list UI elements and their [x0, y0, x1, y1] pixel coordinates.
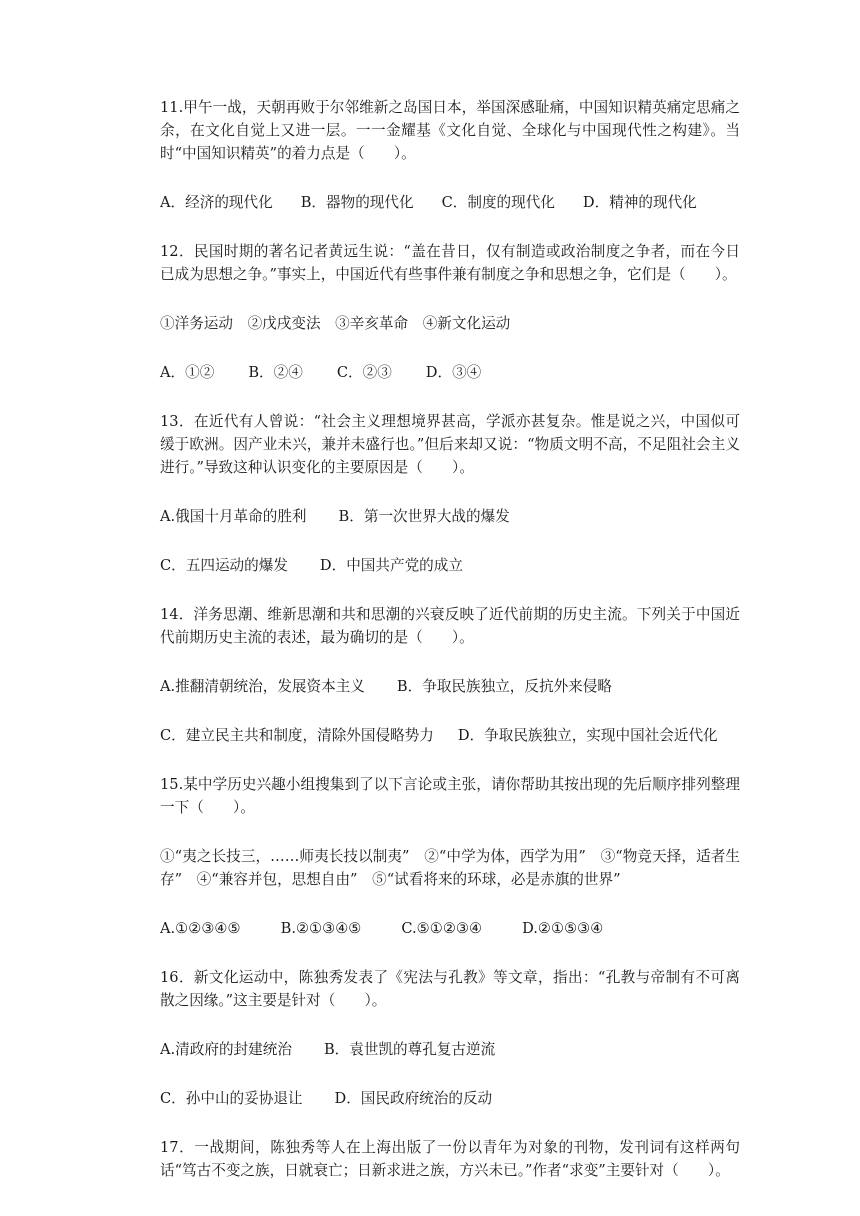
option-b: B．争取民族独立，反抗外来侵略 — [396, 678, 612, 695]
option-c: C．制度的现代化 — [441, 194, 555, 211]
option-a: A.推翻清朝统治，发展资本主义 — [160, 678, 365, 695]
question-16-options-row2 — [160, 1087, 740, 1110]
option-a: A.清政府的封建统治 — [160, 1041, 292, 1058]
option-c: C．②③ — [336, 364, 392, 381]
option-c: C.⑤①②③④ — [401, 920, 483, 937]
option-d: D．中国共产党的成立 — [319, 557, 463, 574]
option-d: D．争取民族独立，实现中国社会近代化 — [457, 727, 718, 744]
question-17-stem: 17．一战期间，陈独秀等人在上海出版了一份以青年为对象的刊物，发刊词有这样两句话“笃古不变之族，日就衰亡；日新求进之族，方兴未已。”作者“求变”主要针对（ ）。 — [160, 1139, 740, 1179]
option-b: B．②④ — [248, 364, 303, 381]
option-d: D.②①⑤③④ — [522, 920, 604, 937]
question-14-stem: 14．洋务思潮、维新思潮和共和思潮的兴衰反映了近代前期的历史主流。下列关于中国近代前期历史主流的表述，最为确切的是（ ）。 — [160, 606, 740, 646]
question-11-stem: 11.甲午一战，天朝再败于尔邻维新之岛国日本，举国深感耻痛，中国知识精英痛定思痛之余，在文化自觉上又进一层。一一金耀基《文化自觉、全球化与中国现代性之构建》。当时“中国知识精英”的着力点是（ ）。 — [160, 99, 740, 162]
option-b: B.②①③④⑤ — [280, 920, 362, 937]
exam-page — [160, 96, 740, 1182]
question-13-options-row2 — [160, 554, 740, 577]
option-c: C．五四运动的爆发 — [160, 557, 288, 574]
question-13-stem: 13．在近代有人曾说：“社会主义理想境界甚高，学派亦甚复杂。惟是说之兴，中国似可缓于欧洲。因产业未兴，兼并未盛行也。”但后来却又说：“物质文明不高，不足阻社会主义进行。”导致这种认识变化的主要原因是（ ）。 — [160, 413, 740, 476]
question-15-stem: 15.某中学历史兴趣小组搜集到了以下言论或主张，请你帮助其按出现的先后顺序排列整理一下（ ）。 — [160, 776, 740, 816]
question-12-stem: 12．民国时期的著名记者黄远生说：“盖在昔日，仅有制造或政治制度之争者，而在今日已成为思想之争。”事实上，中国近代有些事件兼有制度之争和思想之争，它们是（ ）。 — [160, 243, 740, 283]
question-15-items: ①“夷之长技三，……师夷长技以制夷” ②“中学为体，西学为用” ③“物竞天择，适者生存” ④“兼容并包，思想自由” ⑤“试看将来的环球，必是赤旗的世界” — [160, 848, 740, 888]
option-b: B．袁世凯的尊孔复古逆流 — [323, 1041, 496, 1058]
option-a: A.俄国十月革命的胜利 — [160, 508, 307, 525]
option-c: C．孙中山的妥协退让 — [160, 1090, 303, 1107]
option-b: B．器物的现代化 — [300, 194, 414, 211]
question-16-options-row1 — [160, 1038, 740, 1061]
option-c: C．建立民主共和制度，清除外国侵略势力 — [160, 727, 434, 744]
option-a: A．①② — [160, 364, 215, 381]
question-12-options — [160, 361, 740, 384]
question-14-options-row2 — [160, 724, 740, 747]
option-a: A.①②③④⑤ — [160, 920, 241, 937]
question-14-options-row1 — [160, 675, 740, 698]
option-d: D．精神的现代化 — [582, 194, 697, 211]
option-d: D．国民政府统治的反动 — [334, 1090, 493, 1107]
option-a: A．经济的现代化 — [160, 194, 273, 211]
question-15-options — [160, 917, 740, 940]
question-12-items: ①洋务运动 ②戊戌变法 ③辛亥革命 ④新文化运动 — [160, 315, 511, 332]
option-d: D．③④ — [425, 364, 482, 381]
question-16-stem: 16．新文化运动中，陈独秀发表了《宪法与孔教》等文章，指出：“孔教与帝制有不可离散之因缘。”这主要是针对（ ）。 — [160, 969, 740, 1009]
option-b: B．第一次世界大战的爆发 — [338, 508, 510, 525]
question-13-options-row1 — [160, 505, 740, 528]
question-11-options — [160, 191, 740, 214]
